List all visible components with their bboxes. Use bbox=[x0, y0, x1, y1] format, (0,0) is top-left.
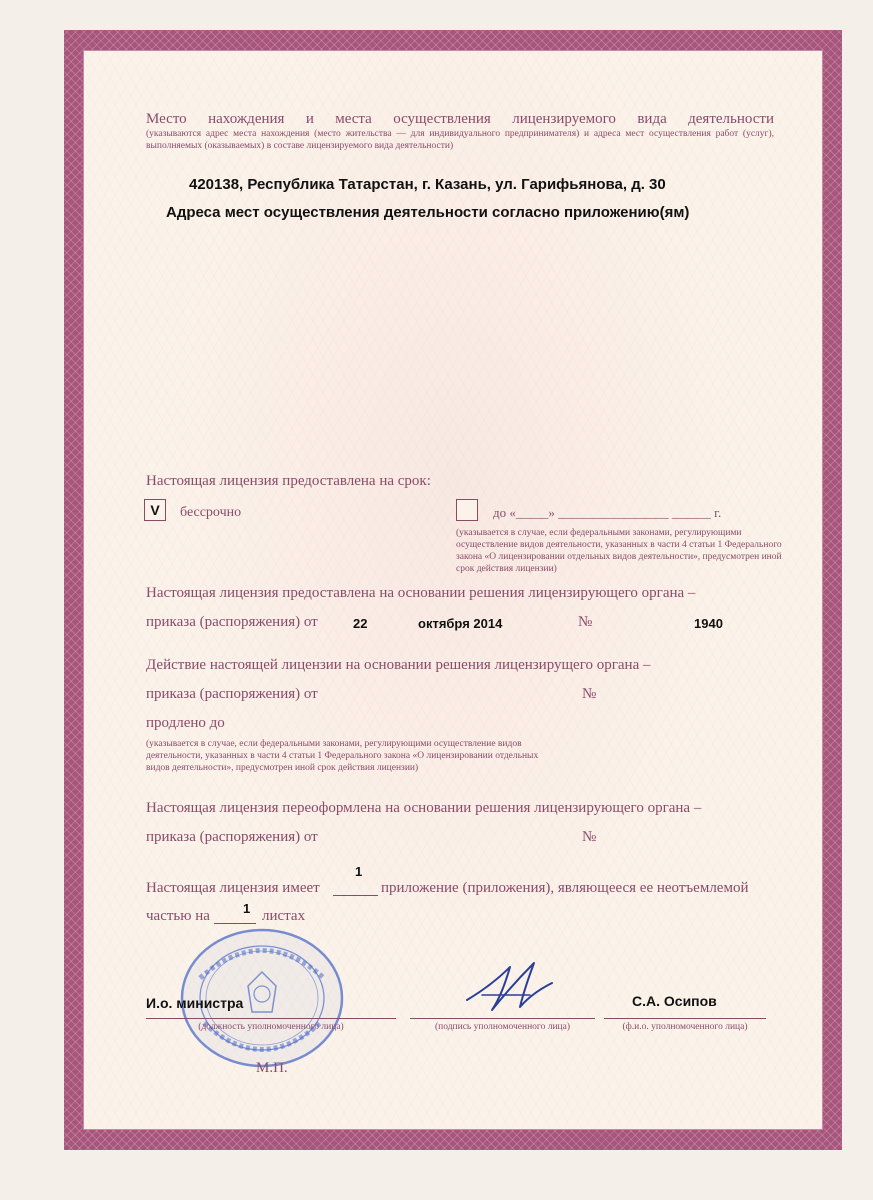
position-caption: (должность уполномоченного лица) bbox=[198, 1022, 344, 1032]
handwritten-signature bbox=[462, 955, 557, 1020]
basis-number-label: № bbox=[578, 614, 593, 630]
sheets-before: частью на bbox=[146, 908, 210, 924]
signature-line bbox=[410, 1018, 595, 1019]
sheets-after: листах bbox=[262, 908, 306, 924]
activity-places: Адреса мест осуществления деятельности согласно приложению(ям) bbox=[166, 204, 690, 221]
appendix-count-line bbox=[333, 895, 378, 896]
appendix-count: 1 bbox=[355, 864, 363, 879]
extension-number-label: № bbox=[582, 686, 597, 702]
basis-order-label: приказа (распоряжения) от bbox=[146, 614, 318, 630]
appendix-text-after: приложение (приложения), являющееся ее неотъемлемой bbox=[381, 880, 749, 896]
sheets-count-line bbox=[214, 923, 256, 924]
signature-caption: (подпись уполномоченного лица) bbox=[434, 1022, 570, 1032]
reissue-order-label: приказа (распоряжения) от bbox=[146, 829, 318, 845]
name-line bbox=[604, 1018, 766, 1019]
until-checkbox bbox=[456, 499, 478, 521]
main-address: 420138, Республика Татарстан, г. Казань, ул. Гарифьянова, д. 30 bbox=[189, 176, 666, 193]
reissue-label: Настоящая лицензия переоформлена на основании решения лицензирующего органа – bbox=[146, 800, 702, 816]
basis-label: Настоящая лицензия предоставлена на основании решения лицензирующего органа – bbox=[146, 585, 696, 601]
signatory-name: С.А. Осипов bbox=[632, 993, 717, 1009]
basis-number: 1940 bbox=[694, 616, 723, 631]
extension-note: (указывается в случае, если федеральными законами, регулирующими осуществление видов деятельности, указанных в части 4 статьи 1 Федерального закона «О лицензировании отдельных видов деятельности», предусмотрен иной срок действия лицензии) bbox=[146, 739, 539, 773]
basis-month-year: октября 2014 bbox=[418, 616, 503, 631]
until-label: до «_____» _________________ ______ г. bbox=[493, 505, 722, 520]
appendix-text-before: Настоящая лицензия имеет bbox=[146, 880, 320, 896]
location-note: (указываются адрес места нахождения (место жительства — для индивидуального предпринимателя) и адреса мест осуществления работ (услуг), выполняемых (оказываемых) в составе лицензируемого вида деятельности) bbox=[146, 129, 774, 151]
signatory-position: И.о. министра bbox=[146, 995, 244, 1011]
extension-label: Действие настоящей лицензии на основании решения лицензирущего органа – bbox=[146, 657, 651, 673]
name-caption: (ф.и.о. уполномоченного лица) bbox=[622, 1022, 748, 1032]
position-line bbox=[146, 1018, 396, 1019]
basis-day: 22 bbox=[353, 616, 368, 631]
until-note: (указывается в случае, если федеральными законами, регулирующими осуществление видов деятельности, указанных в части 4 статьи 1 Федерального закона «О лицензировании отдельных видов деятельности», предусмотрен иной срок действия лицензии) bbox=[456, 528, 782, 574]
seal-place-label: М.П. bbox=[256, 1060, 288, 1076]
term-label: Настоящая лицензия предоставлена на срок: bbox=[146, 473, 431, 489]
extended-until-label: продлено до bbox=[146, 715, 225, 731]
reissue-number-label: № bbox=[582, 829, 597, 845]
sheets-count: 1 bbox=[243, 901, 251, 916]
indefinite-label: бессрочно bbox=[180, 505, 242, 520]
extension-order-label: приказа (распоряжения) от bbox=[146, 686, 318, 702]
checkbox-mark: V bbox=[150, 502, 160, 518]
location-title: Место нахождения и места осуществления лицензируемого вида деятельности bbox=[146, 111, 774, 127]
indefinite-checkbox bbox=[144, 499, 166, 521]
